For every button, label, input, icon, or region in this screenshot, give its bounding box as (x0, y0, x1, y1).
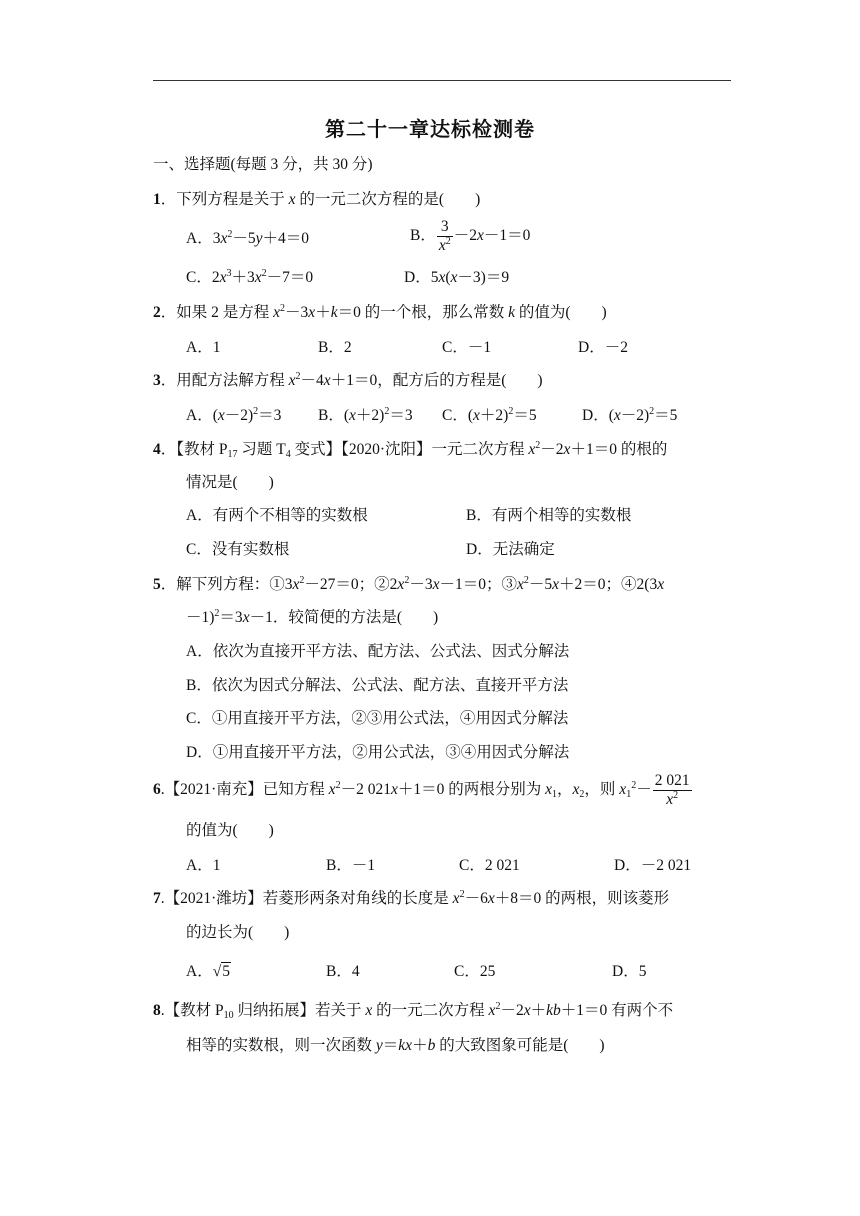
question-6-cont: 的值为( ) (186, 822, 274, 839)
question-6: 6.【2021·南充】已知方程 $x^2-2$ 021x＋1＝0 的两根分别为 $x_1$，$x_2$，则 $x_1^2-$ $\frac{2 021}{x^2}$ (153, 772, 690, 808)
question-1: 1．下列方程是关于 x 的一元二次方程的是( ) (153, 191, 481, 208)
q7-option-c[interactable]: C．25 (454, 963, 496, 980)
q4-option-a[interactable]: A．有两个不相等的实数根 (186, 507, 368, 524)
q2-option-c[interactable]: C．－1 (442, 339, 492, 356)
q2-option-b[interactable]: B．2 (318, 339, 352, 356)
question-5: 5．解下列方程：$①3x^2-27=0$；$②2x^2-3x-1=0$；$③x^2-5x+2=0$；④2(3x (153, 575, 665, 593)
q7-option-d[interactable]: D．5 (612, 963, 647, 980)
question-5-cont: －1)$^2$＝3x－1．较简便的方法是( ) (186, 608, 439, 626)
section-heading: 一、选择题(每题 3 分，共 30 分) (153, 156, 373, 173)
q5-option-b[interactable]: B．依次为因式分解法、公式法、配方法、直接开平方法 (186, 677, 569, 694)
q3-option-a[interactable]: A．$(x-2)^2=3$ (186, 406, 282, 424)
q1-option-d[interactable]: D．5x(x－3)＝9 (404, 269, 510, 286)
question-number: 1 (153, 191, 161, 208)
q2-option-d[interactable]: D．－2 (578, 339, 628, 356)
q1-option-b[interactable]: B． $\frac{3}{x^2}$ －2x－1＝0 (410, 218, 531, 254)
question-4: 4．【教材 $P_{17}$ 习题 $T_4$ 变式】【2020·沈阳】一元二次方程 $x^2-2x+1=0$ 的根的 (153, 440, 668, 460)
q7-option-a[interactable]: A．√5 (186, 961, 231, 983)
q3-option-b[interactable]: B．$(x+2)^2=3$ (318, 406, 413, 424)
q3-option-c[interactable]: C．$(x+2)^2=5$ (442, 406, 537, 424)
q4-option-b[interactable]: B．有两个相等的实数根 (466, 507, 632, 524)
fraction: $\frac{2 021}{x^2}$ (654, 772, 690, 808)
header-rule (153, 80, 731, 81)
q2-option-a[interactable]: A．1 (186, 339, 221, 356)
q5-option-d[interactable]: D．①用直接开平方法，②用公式法，③④用因式分解法 (186, 744, 570, 761)
q6-option-d[interactable]: D．－2 021 (614, 857, 692, 874)
question-7-cont: 的边长为( ) (186, 924, 290, 941)
q6-option-c[interactable]: C．2 021 (459, 857, 520, 874)
question-8: 8.【教材 $P_{10}$ 归纳拓展】若关于 x 的一元二次方程 $x^2-2x+kb+1=0$ 有两个不 (153, 1001, 674, 1021)
q4-option-c[interactable]: C．没有实数根 (186, 541, 290, 558)
question-3: 3．用配方法解方程 $x^2-4x+1=0$，配方后的方程是( ) (153, 371, 543, 389)
page-title: 第二十一章达标检测卷 (325, 117, 535, 141)
question-8-cont: 相等的实数根，则一次函数 y＝kx＋b 的大致图象可能是( ) (186, 1037, 605, 1054)
q5-option-a[interactable]: A．依次为直接开平方法、配方法、公式法、因式分解法 (186, 643, 570, 660)
question-2: 2．如果 2 是方程 $x^2-3x+k=0$ 的一个根，那么常数 k 的值为( ) (153, 303, 607, 321)
q7-option-b[interactable]: B．4 (326, 963, 360, 980)
question-7: 7.【2021·潍坊】若菱形两条对角线的长度是 $x^2-6x+8=0$ 的两根，则该菱形 (153, 889, 670, 907)
q1-option-c[interactable]: C．$2x^3+3x^2-7=0$ (186, 268, 314, 286)
question-4-cont: 情况是( ) (186, 474, 274, 491)
sqrt-symbol: √5 (212, 963, 230, 980)
q1-option-a[interactable]: A．$3x^2-5y+4=0$ (186, 229, 310, 247)
q6-option-b[interactable]: B．－1 (326, 857, 376, 874)
q3-option-d[interactable]: D．$(x-2)^2=5$ (582, 406, 678, 424)
q4-option-d[interactable]: D．无法确定 (466, 541, 555, 558)
q6-option-a[interactable]: A．1 (186, 857, 221, 874)
q5-option-c[interactable]: C．①用直接开平方法，②③用公式法，④用因式分解法 (186, 710, 569, 727)
